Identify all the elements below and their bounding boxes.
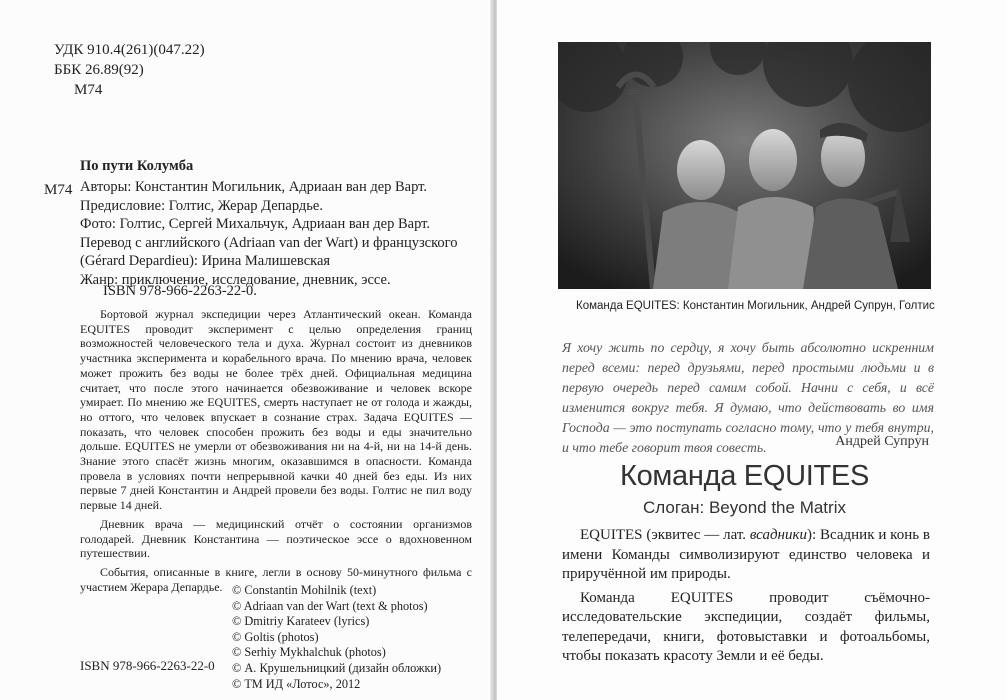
copyright-line: © Constantin Mohilnik (text) — [232, 583, 377, 597]
abstract — [80, 307, 472, 598]
team-photo-image — [558, 42, 931, 289]
credit-photo: Фото: Голтис, Сергей Михальчук, Адриаан ван дер Варт. — [80, 216, 431, 232]
udk-code: УДК 910.4(261)(047.22) — [54, 42, 205, 58]
team-title: Команда EQUITES — [619, 460, 869, 492]
team-photo — [558, 42, 931, 289]
classification-codes — [54, 40, 205, 100]
isbn-top: ISBN 978-966-2263-22-0. — [103, 283, 257, 299]
team-slogan: Слоган: Beyond the Matrix — [643, 498, 846, 517]
copyright-line: © А. Крушельницкий (дизайн обложки) — [232, 660, 442, 675]
isbn-bottom: ISBN 978-966-2263-22-0 — [80, 658, 215, 673]
copyright-list — [232, 583, 441, 692]
abstract-paragraph: События, описанные в книге, легли в основу 50-минутного фильма с участием Жерара Депардье. — [80, 564, 472, 594]
left-page — [0, 0, 493, 700]
quote: Я хочу жить по сердцу, я хочу быть абсолютно искренним перед всеми: перед друзьями, перед простыми людьми и в первую очередь перед самим собой. Начни с себя, и всё изменится вокруг тебя. Я думаю, что действовать во имя Господа — это поступать согласно тому, что у тебя внутри, и что тебе говорит твоя совесть. — [562, 340, 934, 455]
author-code: М74 — [74, 82, 103, 98]
copyright-line: © ТМ ИД «Лотос», 2012 — [232, 676, 361, 691]
description-text-a: EQUITES (эквитес — лат. — [580, 527, 750, 543]
credits-block — [80, 178, 480, 289]
abstract-paragraph: Дневник врача — медицинский отчёт о состоянии организмов голодарей. Дневник Константина — поэтическое эссе о вдохновенном путешествии. — [80, 516, 472, 561]
bbk-code: ББК 26.89(92) — [54, 62, 144, 78]
credit-translator: (Gérard Depardieu): Ирина Малишевская — [80, 253, 331, 269]
description-emphasis: всадники — [749, 527, 807, 543]
credit-translation: Перевод с английского (Adriaan van der Wart) и французского — [80, 234, 458, 251]
credit-authors: Авторы: Константин Могильник, Адриаан ван дер Варт. — [80, 179, 428, 195]
abstract-paragraph: Бортовой журнал экспедиции через Атлантический океан. Команда EQUITES проводит эксперимент с целью определения границ возможностей человеческого тела и духа. Журнал состоит из дневников участника эксперимента и корабельного врача. По мнению врача, человек может прожить без воды не более трёх дней. Официальная медицина считает, что после этого начинается обезвоживание и человек вскоре умирает. По мнению же EQUITES, смерть наступает не от голода и жажды, но оттого, что человек впускает в сознание страх. Задача EQUITES — показать, что человек способен прожить без воды и еды значительно дольше. EQUITES не умерли от обезвоживания ни на 4-й, ни на 14-й день. Знание этого спасёт жизнь многим, оказавшимся в опасности. Команда провела в условиях почти непрерывной качки 40 дней без еды. Из них первые 7 дней Константин и Андрей провели без воды. Голтис не пил воду первые 14 дней. — [80, 307, 472, 513]
copyright-line: © Serhiy Mykhalchuk (photos) — [232, 645, 386, 660]
side-author-code: М74 — [44, 182, 73, 198]
copyright-line: © Adriaan van der Wart (text & photos) — [232, 598, 428, 613]
description-text-b: ): Всадник и конь в имени Команды символизируют единство человека и приручённой им природы. — [562, 527, 930, 582]
description-paragraph — [562, 526, 930, 585]
book-title: По пути Колумба — [80, 158, 194, 174]
description-paragraph: Команда EQUITES проводит съёмочно-исследовательские экспедиции, создаёт фильмы, телепередачи, книги, фотовыставки и фотоальбомы, чтобы показать красоту Земли и её беды. — [562, 589, 930, 664]
credit-preface: Предисловие: Голтис, Жерар Депардье. — [80, 197, 323, 214]
credit-genre: Жанр: приключение, исследование, дневник, эссе. — [80, 271, 391, 288]
copyright-line: © Goltis (photos) — [232, 629, 319, 644]
photo-caption: Команда EQUITES: Константин Могильник, Андрей Супрун, Голтис — [576, 300, 935, 312]
team-description — [562, 526, 930, 671]
quote-author: Андрей Супрун — [835, 434, 929, 449]
copyright-line: © Dmitriy Karateev (lyrics) — [232, 614, 370, 629]
